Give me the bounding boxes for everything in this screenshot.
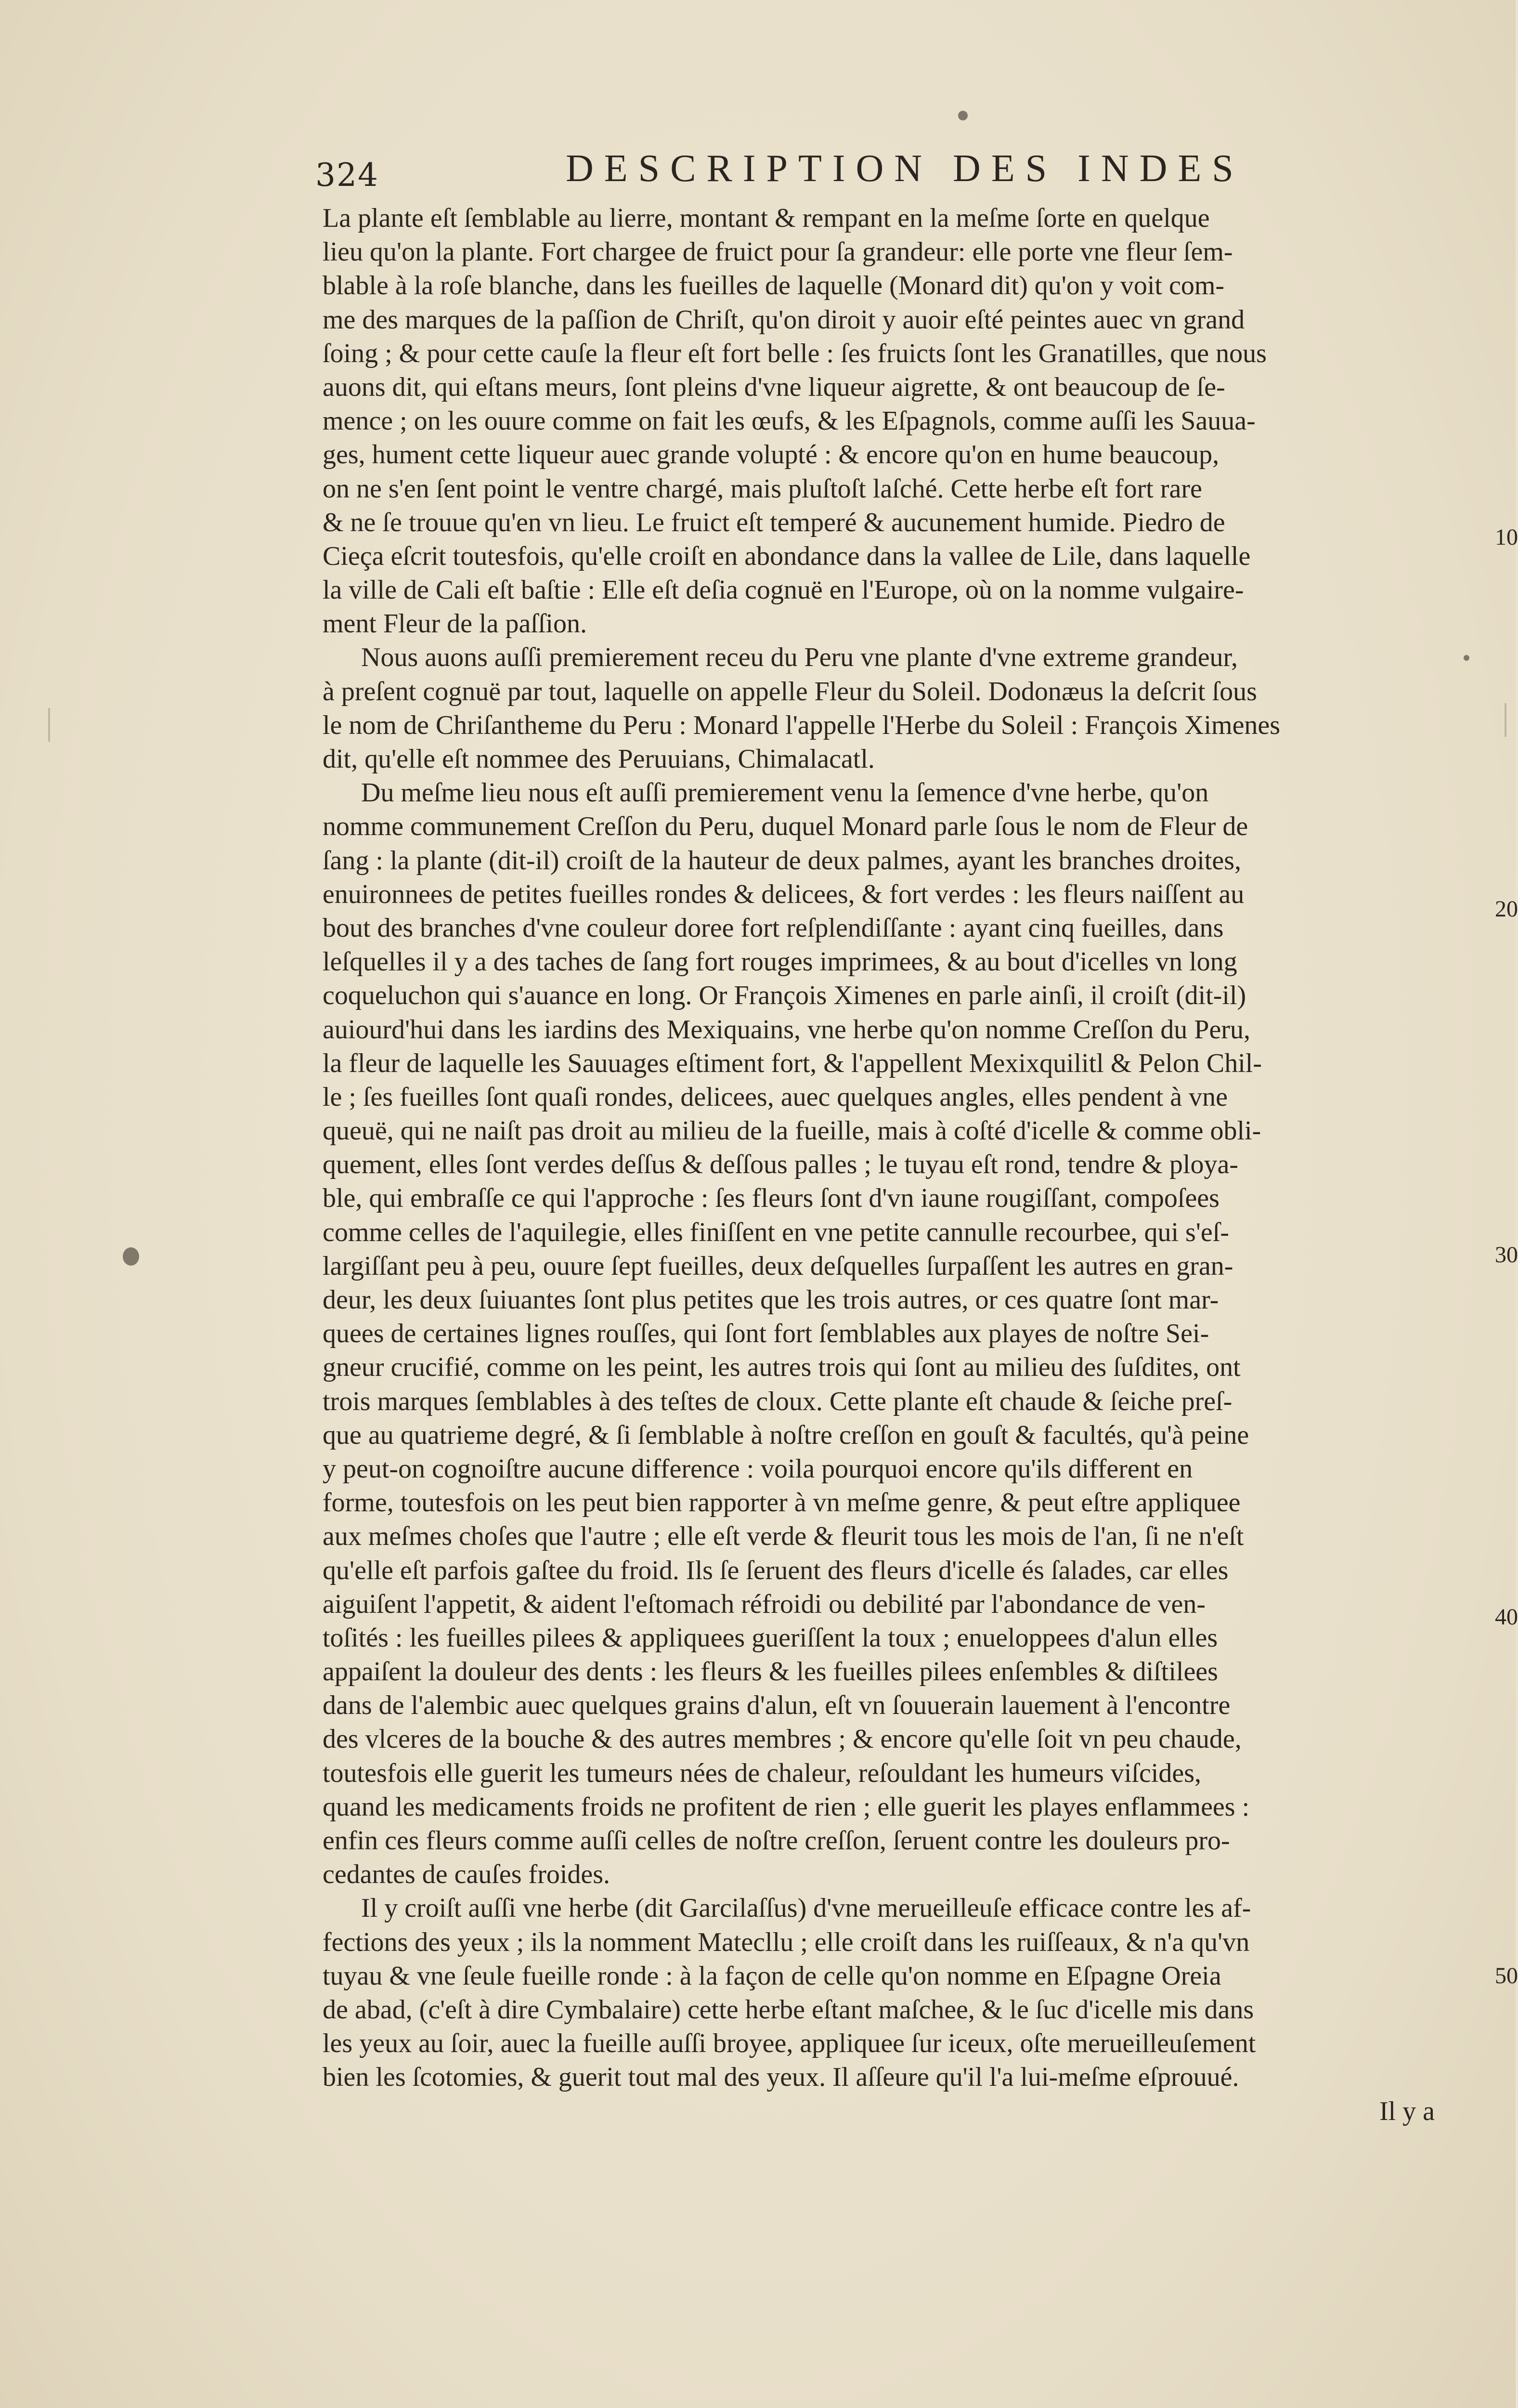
text-line: comme celles de l'aquilegie, elles finiſſent en vne petite cannulle recourbee, qui s'eſ- xyxy=(323,1217,1229,1247)
text-line: queuë, qui ne naiſt pas droit au milieu de la fueille, mais à coſté d'icelle & comme obli- xyxy=(323,1116,1261,1146)
text-line: fections des yeux ; ils la nomment Matecllu ; elle croiſt dans les ruiſſeaux, & n'a qu'vn xyxy=(323,1927,1250,1957)
body-text xyxy=(323,201,1478,2128)
text-line: nomme communement Creſſon du Peru, duquel Monard parle ſous le nom de Fleur de xyxy=(323,811,1248,842)
text-line: enfin ces fleurs comme auſſi celles de noſtre creſſon, ſeruent contre les douleurs pro- xyxy=(323,1826,1230,1856)
text-line: ble, qui embraſſe ce qui l'approche : ſes fleurs ſont d'vn iaune rougiſſant, compoſees xyxy=(323,1183,1220,1214)
text-line: le ; ſes fueilles ſont quaſi rondes, delicees, auec quelques angles, elles pendent à vne xyxy=(323,1082,1228,1112)
line-number-30: 30 xyxy=(1495,1242,1518,1268)
line-number-10: 10 xyxy=(1495,524,1518,550)
line-number-40: 40 xyxy=(1495,1604,1518,1630)
text-line: y peut-on cognoiſtre aucune difference : voila pourquoi encore qu'ils different en xyxy=(323,1453,1193,1484)
ink-spot xyxy=(123,1247,139,1266)
page-mark xyxy=(48,708,50,742)
text-line: trois marques ſemblables à des teſtes de cloux. Cette plante eſt chaude & ſeiche preſ- xyxy=(323,1386,1233,1416)
page-mark xyxy=(1505,703,1506,737)
text-line: La plante eſt ſemblable au lierre, montant & rempant en la meſme ſorte en quelque xyxy=(323,203,1210,233)
text-line: quement, elles ſont verdes deſſus & deſſous palles ; le tuyau eſt rond, tendre & ploya- xyxy=(323,1150,1238,1180)
text-line: mence ; on les ouure comme on fait les œufs, & les Eſpagnols, comme auſſi les Sauua- xyxy=(323,406,1256,436)
text-line: toutesfois elle guerit les tumeurs nées de chaleur, reſouldant les humeurs viſcides, xyxy=(323,1758,1202,1788)
text-line: ſang : la plante (dit-il) croiſt de la hauteur de deux palmes, ayant les branches droites, xyxy=(323,845,1241,876)
catchword: Il y a xyxy=(1379,2096,1435,2126)
text-line: gneur crucifié, comme on les peint, les autres trois qui ſont au milieu des ſuſdites, ont xyxy=(323,1352,1241,1383)
text-line: ges, hument cette liqueur auec grande volupté : & encore qu'on en hume beaucoup, xyxy=(323,440,1220,470)
text-line: leſquelles il y a des taches de ſang fort rouges imprimees, & au bout d'icelles vn long xyxy=(323,947,1237,977)
ink-spot xyxy=(958,111,968,120)
text-line: coqueluchon qui s'auance en long. Or François Ximenes en parle ainſi, il croiſt (dit-il) xyxy=(323,981,1246,1011)
running-title: DESCRIPTION DES INDES xyxy=(566,147,1244,190)
text-line: auons dit, qui eſtans meurs, ſont pleins d'vne liqueur aigrette, & ont beaucoup de ſe- xyxy=(323,372,1225,402)
text-line: tuyau & vne ſeule fueille ronde : à la façon de celle qu'on nomme en Eſpagne Oreia xyxy=(323,1961,1221,1991)
text-line: Cieça eſcrit toutesfois, qu'elle croiſt en abondance dans la vallee de Lile, dans laquelle xyxy=(323,541,1251,571)
text-line: Nous auons auſſi premierement receu du Peru vne plante d'vne extreme grandeur, xyxy=(361,642,1238,673)
text-line: que au quatrieme degré, & ſi ſemblable à noſtre creſſon en gouſt & facultés, qu'à peine xyxy=(323,1420,1249,1450)
text-line: Il y croiſt auſſi vne herbe (dit Garcilaſſus) d'vne merueilleuſe efficace contre les af- xyxy=(361,1893,1251,1924)
text-line: & ne ſe trouue qu'en vn lieu. Le fruict eſt temperé & aucunement humide. Piedro de xyxy=(323,507,1225,537)
text-line: bien les ſcotomies, & guerit tout mal des yeux. Il aſſeure qu'il l'a lui-meſme eſprouué. xyxy=(323,2062,1239,2093)
text-line: cedantes de cauſes froides. xyxy=(323,1859,610,1890)
ink-spot xyxy=(1464,655,1469,661)
text-line: quand les medicaments froids ne profitent de rien ; elle guerit les playes enflammees : xyxy=(323,1792,1250,1822)
text-line: forme, toutesfois on les peut bien rapporter à vn meſme genre, & peut eſtre appliquee xyxy=(323,1488,1241,1518)
text-line: des vlceres de la bouche & des autres membres ; & encore qu'elle ſoit vn peu chaude, xyxy=(323,1724,1242,1754)
text-line: enuironnees de petites fueilles rondes & delicees, & fort verdes : les fleurs naiſſent au xyxy=(323,879,1245,909)
text-line: la ville de Cali eſt baſtie : Elle eſt deſia cognuë en l'Europe, où on la nomme vulgaire- xyxy=(323,575,1244,605)
line-number-20: 20 xyxy=(1495,896,1518,922)
text-line: de abad, (c'eſt à dire Cymbalaire) cette herbe eſtant maſchee, & le ſuc d'icelle mis dans xyxy=(323,1994,1254,2025)
page-header xyxy=(315,147,1490,200)
text-line: bout des branches d'vne couleur doree fort reſplendiſſante : ayant cinq fueilles, dans xyxy=(323,913,1224,943)
text-line: appaiſent la douleur des dents : les fleurs & les fueilles pilees enſembles & diſtilees xyxy=(323,1657,1218,1687)
text-line: aux meſmes choſes que l'autre ; elle eſt verde & fleurit tous les mois de l'an, ſi ne n'eſt xyxy=(323,1521,1244,1552)
text-line: auiourd'hui dans les iardins des Mexiquains, vne herbe qu'on nomme Creſſon du Peru, xyxy=(323,1014,1250,1045)
text-line: largiſſant peu à peu, ouure ſept fueilles, deux deſquelles ſurpaſſent les autres en gran- xyxy=(323,1251,1233,1281)
text-line: aiguiſent l'appetit, & aident l'eſtomach réfroidi ou debilité par l'abondance de ven- xyxy=(323,1589,1206,1619)
text-line: la fleur de laquelle les Sauuages eſtiment fort, & l'appellent Mexixquilitl & Pelon Chil- xyxy=(323,1048,1262,1078)
text-line: ſoing ; & pour cette cauſe la fleur eſt fort belle : ſes fruicts ſont les Granatilles, que nous xyxy=(323,338,1267,368)
text-line: dit, qu'elle eſt nommee des Peruuians, Chimalacatl. xyxy=(323,744,875,774)
text-line: dans de l'alembic auec quelques grains d'alun, eſt vn ſouuerain lauement à l'encontre xyxy=(323,1690,1231,1721)
line-number-50: 50 xyxy=(1495,1963,1518,1989)
text-line: me des marques de la paſſion de Chriſt, qu'on diroit y auoir eſté peintes auec vn grand xyxy=(323,304,1245,335)
text-line: le nom de Chriſantheme du Peru : Monard l'appelle l'Herbe du Soleil : François Ximenes xyxy=(323,710,1281,740)
text-line: on ne s'en ſent point le ventre chargé, mais pluſtoſt laſché. Cette herbe eſt fort rare xyxy=(323,473,1202,504)
text-line: deur, les deux ſuiuantes ſont plus petites que les trois autres, or ces quatre ſont mar- xyxy=(323,1285,1219,1315)
text-line: toſités : les fueilles pilees & appliquees gueriſſent la toux ; enueloppees d'alun elles xyxy=(323,1623,1218,1653)
text-line: ment Fleur de la paſſion. xyxy=(323,609,587,639)
text-line: lieu qu'on la plante. Fort chargee de fruict pour ſa grandeur: elle porte vne fleur ſem- xyxy=(323,237,1233,267)
text-line: à preſent cognuë par tout, laquelle on appelle Fleur du Soleil. Dodonæus la deſcrit ſous xyxy=(323,676,1257,707)
text-line: qu'elle eſt parfois gaſtee du froid. Ils ſe ſeruent des fleurs d'icelle és ſalades, car elles xyxy=(323,1555,1229,1585)
text-line: les yeux au ſoir, auec la fueille auſſi broyee, appliquee ſur iceux, oſte merueilleuſement xyxy=(323,2028,1256,2059)
text-line: Du meſme lieu nous eſt auſſi premierement venu la ſemence d'vne herbe, qu'on xyxy=(361,778,1209,808)
page-number: 324 xyxy=(315,157,379,194)
text-line: quees de certaines lignes rouſſes, qui ſont fort ſemblables aux playes de noſtre Sei- xyxy=(323,1319,1209,1349)
text-line: blable à la roſe blanche, dans les fueilles de laquelle (Monard dit) qu'on y voit com- xyxy=(323,271,1225,301)
